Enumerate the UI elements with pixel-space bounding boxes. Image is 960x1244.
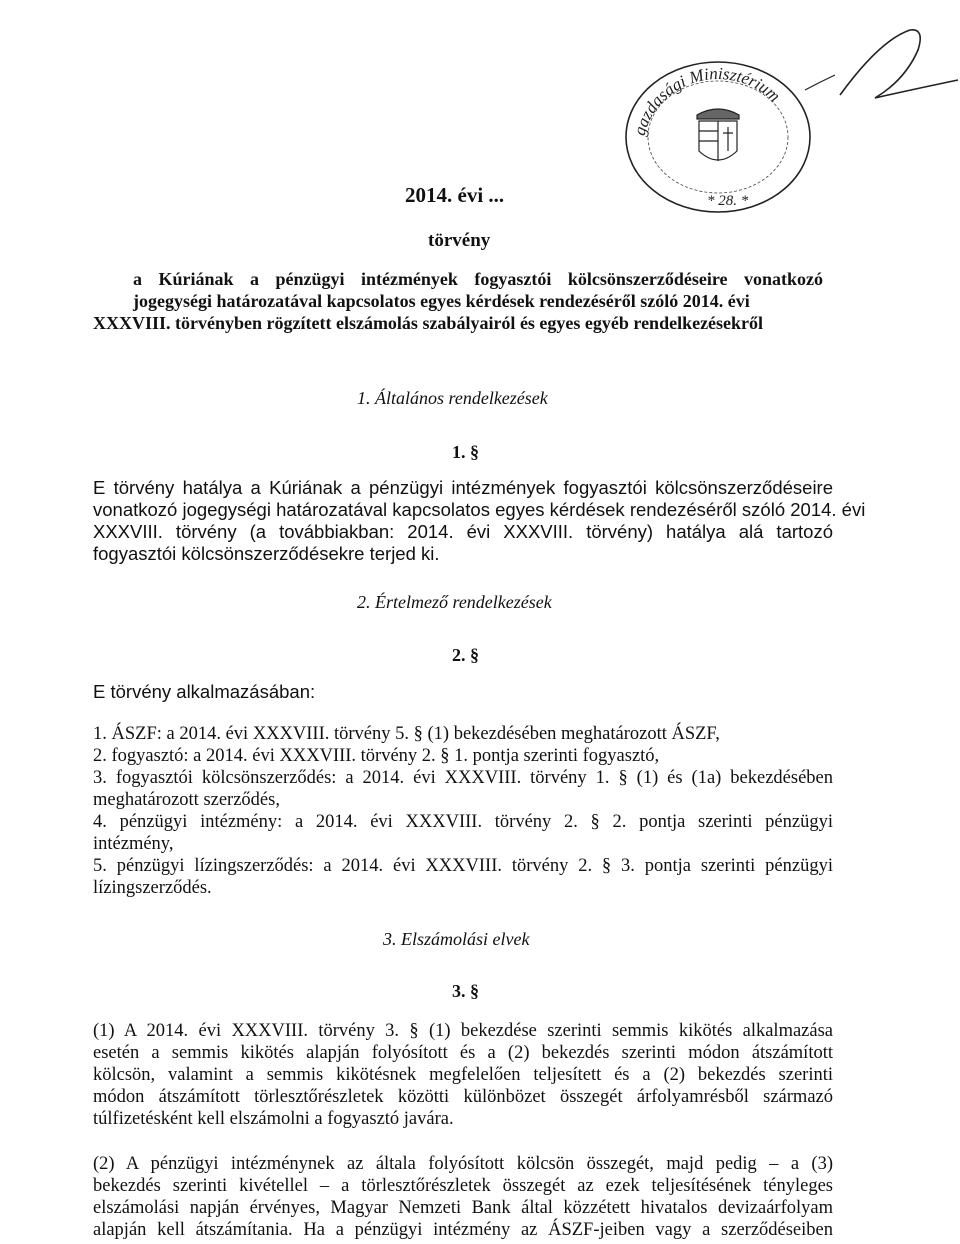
section-1-title: 1. Általános rendelkezések [357, 388, 548, 408]
list-item: intézmény, [93, 834, 174, 854]
section-3-title: 3. Elszámolási elvek [383, 929, 530, 949]
list-item: 1. ÁSZF: a 2014. évi XXXVIII. törvény 5. § (1) bekezdésében meghatározott ÁSZF, [93, 724, 720, 744]
body-line: módon átszámított törlesztőrészletek közötti különbözet összegét árfolyamrésből származó [93, 1087, 833, 1107]
list-item: 3. fogyasztói kölcsönszerződés: a 2014. évi XXXVIII. törvény 1. § (1) és (1a) bekezdésében [93, 768, 833, 788]
document-title: 2014. évi ... [405, 183, 505, 207]
body-line: fogyasztói kölcsönszerződésekre terjed ki. [93, 543, 440, 564]
body-line: (1) A 2014. évi XXXVIII. törvény 3. § (1) bekezdése szerinti semmis kikötés alkalmazása [93, 1021, 833, 1041]
list-item: 5. pénzügyi lízingszerződés: a 2014. évi XXXVIII. törvény 2. § 3. pontja szerinti pénzügyi [93, 856, 833, 876]
body-line: bekezdés szerinti kivétellel – a törlesztőrészletek összegét az ezek teljesítésének tényleges [93, 1176, 833, 1196]
body-line: (2) A pénzügyi intézménynek az általa folyósított kölcsön összegét, majd pedig – a (3) [93, 1154, 833, 1174]
list-item: lízingszerződés. [93, 878, 212, 898]
definitions-list [93, 723, 833, 899]
body-line: E törvény hatálya a Kúriának a pénzügyi intézmények fogyasztói kölcsönszerződéseire [93, 477, 833, 498]
body-line: elszámolási napján érvényes, Magyar Nemzeti Bank által közzétett hivatalos devizaárfolyam [93, 1198, 833, 1218]
svg-text:gazdasági Minisztérium [630, 64, 784, 137]
coat-of-arms-icon [697, 109, 739, 161]
body-line: kölcsön, valamint a semmis kikötésnek megfelelően teljesített és a (2) bekezdés szerinti [93, 1065, 833, 1085]
paragraph-2-sign: 2. § [452, 645, 479, 665]
section-1-body [93, 477, 866, 565]
heading-line: a Kúriának a pénzügyi intézmények fogyasztói kölcsönszerződéseire vonatkozó [133, 269, 823, 289]
list-item: 2. fogyasztó: a 2014. évi XXXVIII. törvény 2. § 1. pontja szerinti fogyasztó, [93, 746, 660, 766]
handwritten-mark [800, 20, 960, 110]
body-line: túlfizetésként kell elszámolni a fogyasztó javára. [93, 1109, 454, 1129]
section-3-paragraph-1 [93, 1020, 833, 1130]
section-2-title: 2. Értelmező rendelkezések [357, 592, 552, 612]
stamp-date: * 28. * [707, 193, 749, 209]
body-line: XXXVIII. törvény (a továbbiakban: 2014. évi XXXVIII. törvény) hatálya alá tartozó [93, 521, 833, 542]
list-item: meghatározott szerződés, [93, 790, 280, 810]
paragraph-1-sign: 1. § [452, 442, 479, 462]
body-line: alapján kell átszámítania. Ha a pénzügyi intézmény az ÁSZF-jeiben vagy a szerződéseiben [93, 1220, 833, 1240]
document-subtitle: törvény [428, 230, 491, 251]
section-2-intro: E törvény alkalmazásában: [93, 681, 316, 702]
heading-line: jogegységi határozatával kapcsolatos egyes kérdések rendezéséről szóló 2014. évi [133, 291, 750, 311]
body-line: esetén a semmis kikötés alapján folyósított és a (2) bekezdés szerinti módon átszámított [93, 1043, 833, 1063]
list-item: 4. pénzügyi intézmény: a 2014. évi XXXVIII. törvény 2. § 2. pontja szerinti pénzügyi [93, 812, 833, 832]
paragraph-3-sign: 3. § [452, 981, 479, 1001]
stamp-ring-text: gazdasági Minisztérium [629, 63, 785, 138]
document-heading [93, 268, 823, 334]
ministry-stamp [615, 55, 820, 215]
section-3-paragraph-2 [93, 1153, 833, 1241]
body-line: vonatkozó jogegységi határozatával kapcsolatos egyes kérdések rendezéséről szóló 2014. évi [93, 499, 866, 520]
heading-line: XXXVIII. törvényben rögzített elszámolás szabályairól és egyes egyéb rendelkezésekről [93, 313, 764, 333]
